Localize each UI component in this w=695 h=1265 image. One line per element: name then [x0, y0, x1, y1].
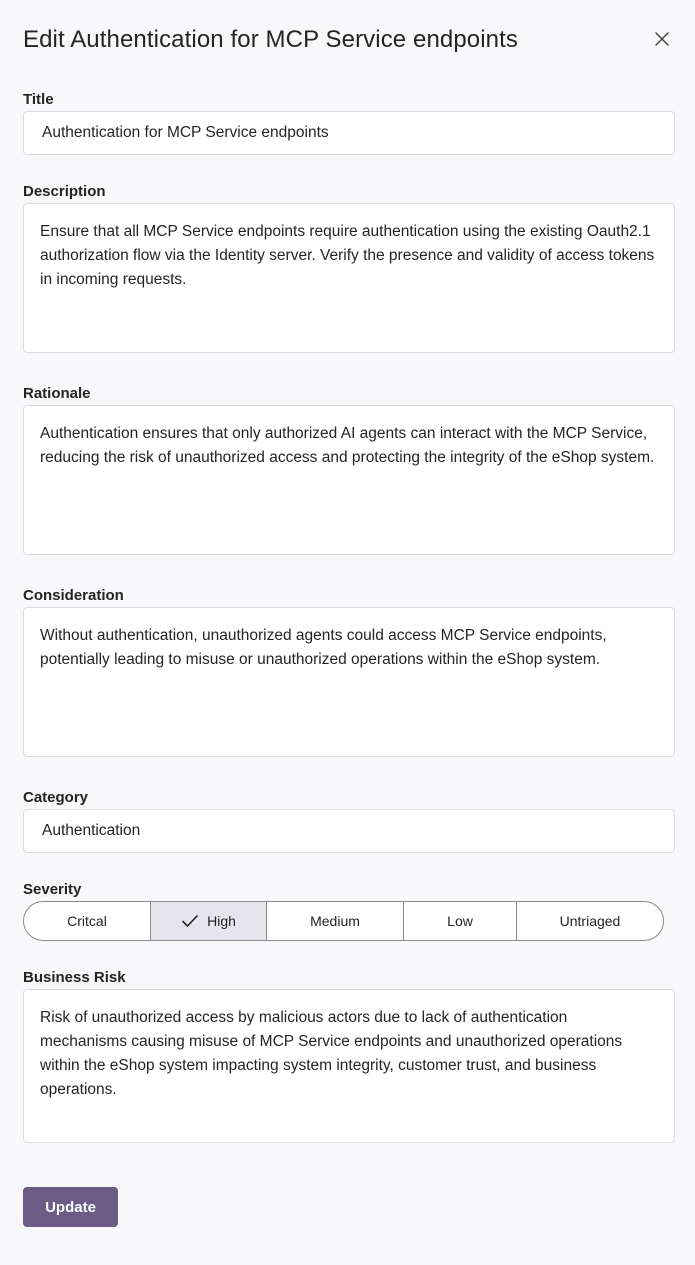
description-textarea[interactable]: Ensure that all MCP Service endpoints require authentication using the existing Oauth2.1 authorization flow via the Identity server. Verify the presence and validity of access tokens in incoming requests. — [23, 203, 675, 353]
severity-option-low[interactable] — [404, 902, 517, 940]
severity-option-label: Medium — [310, 913, 360, 929]
description-label: Description — [23, 183, 106, 200]
close-button[interactable] — [651, 28, 673, 50]
rationale-label: Rationale — [23, 385, 91, 402]
rationale-textarea[interactable]: Authentication ensures that only authorized AI agents can interact with the MCP Service, reducing the risk of unauthorized access and protecting the integrity of the eShop system. — [23, 405, 675, 555]
severity-option-label: High — [207, 913, 236, 929]
business-risk-textarea[interactable]: Risk of unauthorized access by malicious actors due to lack of authentication mechanisms causing misuse of MCP Service endpoints and unauthorized operations within the eShop system impacting system integrity, customer trust, and business operations. — [23, 989, 675, 1143]
severity-option-untriaged[interactable] — [517, 902, 663, 940]
severity-option-label: Critcal — [67, 913, 107, 929]
category-input[interactable]: Authentication — [23, 809, 675, 853]
severity-option-label: Low — [447, 913, 473, 929]
title-input[interactable]: Authentication for MCP Service endpoints — [23, 111, 675, 155]
consideration-label: Consideration — [23, 587, 124, 604]
consideration-textarea[interactable]: Without authentication, unauthorized agents could access MCP Service endpoints, potentially leading to misuse or unauthorized operations within the eShop system. — [23, 607, 675, 757]
title-label: Title — [23, 91, 54, 108]
severity-option-high[interactable] — [151, 902, 267, 940]
dialog-title: Edit Authentication for MCP Service endpoints — [23, 26, 518, 53]
category-label: Category — [23, 789, 89, 806]
severity-option-label: Untriaged — [559, 913, 621, 929]
business-risk-label: Business Risk — [23, 969, 126, 986]
close-icon — [654, 31, 670, 47]
severity-option-medium[interactable] — [267, 902, 404, 940]
checkmark-icon — [181, 914, 199, 928]
severity-segmented-control — [23, 901, 664, 941]
severity-label: Severity — [23, 881, 82, 898]
update-button[interactable]: Update — [23, 1187, 118, 1227]
severity-option-critical[interactable] — [24, 902, 151, 940]
